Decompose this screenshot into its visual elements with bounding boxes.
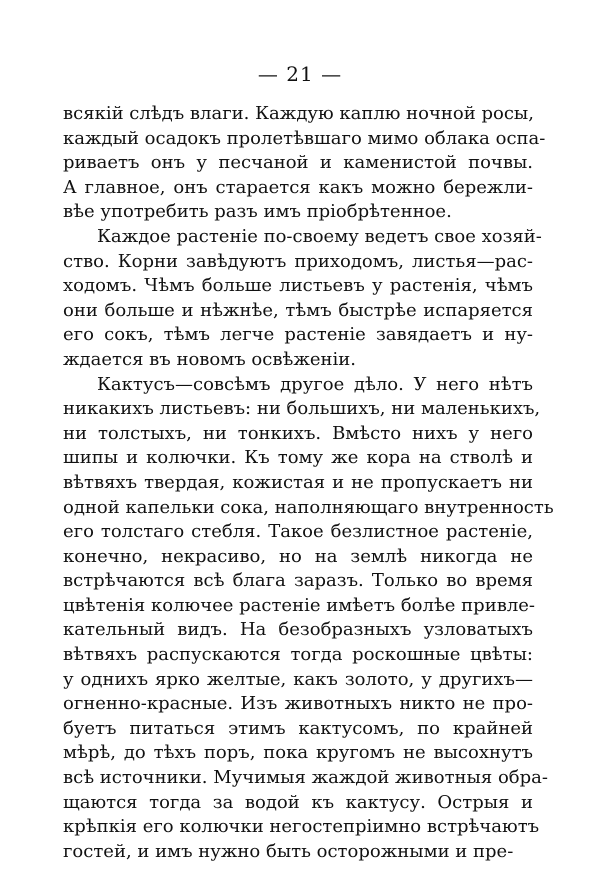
text-line: риваетъ онъ у песчаной и каменистой почвы. xyxy=(63,152,533,174)
text-line: всякій слѣдъ влаги. Каждую каплю ночной росы, xyxy=(63,103,534,124)
text-line: ходомъ. Чѣмъ больше листьевъ у растенія, чѣмъ xyxy=(63,275,533,297)
text-line: буетъ питаться этимъ кактусомъ, по крайней xyxy=(63,717,533,739)
text-line: его толстаго стебля. Такое безлистное растеніе, xyxy=(63,521,533,543)
text-line: всѣ источники. Мучимыя жаждой животныя обра- xyxy=(63,767,548,789)
text-line: ждается въ новомъ освѣженіи. xyxy=(63,348,357,370)
paragraph xyxy=(63,225,542,373)
text-line: вѣе употребить разъ имъ пріобрѣтенное. xyxy=(63,201,452,223)
text-line: Каждое растеніе по-своему ведетъ свое хозяй- xyxy=(97,225,542,247)
text-line: они больше и нѣжнѣе, тѣмъ быстрѣе испаряется xyxy=(63,299,533,321)
text-line: никакихъ листьевъ: ни большихъ, ни маленькихъ, xyxy=(63,398,541,420)
text-line: ство. Корни завѣдуютъ приходомъ, листья—рас- xyxy=(63,250,533,272)
text-line: конечно, некрасиво, но на землѣ никогда не xyxy=(63,545,533,567)
text-line: каждый осадокъ пролетѣвшаго мимо облака оспа- xyxy=(63,127,546,149)
page-number: — 21 — xyxy=(257,62,343,86)
paragraph xyxy=(63,373,554,865)
text-line: мѣрѣ, до тѣхъ поръ, пока кругомъ не высохнутъ xyxy=(63,742,533,764)
text-line: шипы и колючки. Къ тому же кора на стволѣ и xyxy=(63,447,533,469)
text-line: вѣтвяхъ твердая, кожистая и не пропускаетъ ни xyxy=(63,471,533,493)
text-line: цвѣтенія колючее растеніе имѣетъ болѣе привле- xyxy=(63,594,535,616)
text-line: вѣтвяхъ распускаются тогда роскошные цвѣты: xyxy=(63,644,533,666)
text-line: щаются тогда за водой къ кактусу. Острыя и xyxy=(63,791,533,813)
text-line: одной капельки сока, наполняющаго внутренность xyxy=(63,496,554,518)
text-line: гостей, и имъ нужно быть осторожными и пре- xyxy=(63,840,514,862)
text-line: Кактусъ—совсѣмъ другое дѣло. У него нѣтъ xyxy=(97,373,533,395)
body-text xyxy=(63,102,554,864)
text-line: у однихъ ярко желтые, какъ золото, у другихъ— xyxy=(63,668,533,690)
text-line: А главное, онъ старается какъ можно бережли- xyxy=(63,176,533,198)
text-line: кательный видъ. На безобразныхъ узловатыхъ xyxy=(63,619,533,641)
text-line: крѣпкія его колючки негостепріимно встрѣчаютъ xyxy=(63,816,540,838)
text-line: ни толстыхъ, ни тонкихъ. Вмѣсто нихъ у него xyxy=(63,422,533,444)
text-line: огненно-красные. Изъ животныхъ никто не про- xyxy=(63,693,533,715)
paragraph xyxy=(63,102,546,225)
text-line: встрѣчаются всѣ блага заразъ. Только во время xyxy=(63,570,533,592)
text-line: его сокъ, тѣмъ легче растеніе завядаетъ и ну- xyxy=(63,324,533,346)
